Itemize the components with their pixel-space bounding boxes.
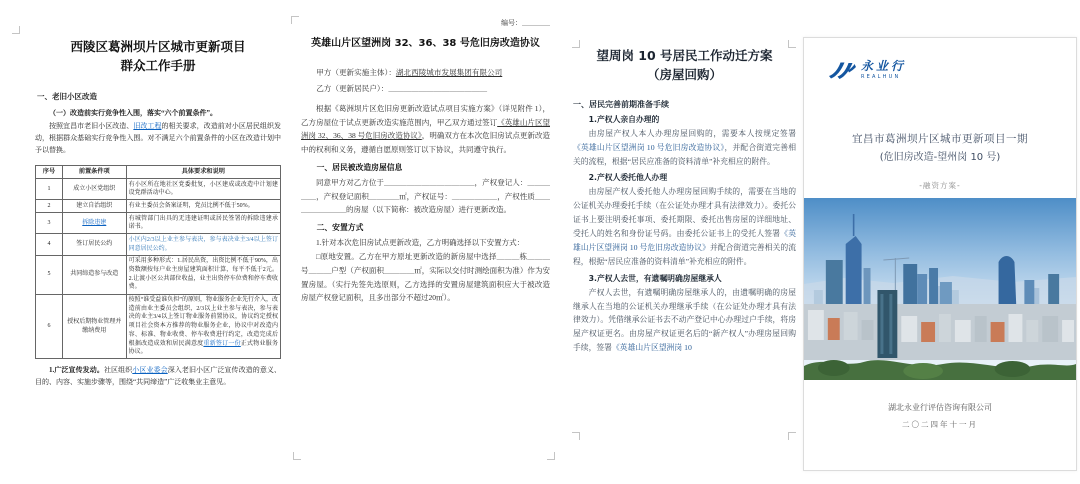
report-date: 二〇二四年十一月 <box>902 420 978 429</box>
page-financing-cover <box>803 37 1077 471</box>
table-row <box>36 200 281 213</box>
row-desc: 可采用多种形式：1.居民出资，出资比例不低于90%，出资数额按每户业主房屋建筑面积计算，每平不低于2元。2.让渡小区公共部位收益，业主出资停车位费和停车费收费。 <box>126 255 280 294</box>
precondition-table <box>35 165 281 359</box>
table-row <box>36 179 281 200</box>
hyperlink[interactable]: 拆除违建 <box>82 219 107 226</box>
text-run: 由房屋产权人委托他人办理房屋回购手续的，需要在当地的公证机关办理委托手续（在公证处办理才具有法律效力）。委托公证书上要注明委托事项、委托期限、委托出售房屋的详细地址、受托人的姓名和身份证号码。由委托公证书上的受托人签署 <box>573 187 796 239</box>
page-title-line2: 群众工作手册 <box>120 57 196 73</box>
bold-lead: 1.广泛宣传发动。 <box>49 366 104 375</box>
text-run: 正式物业服务协议。 <box>128 340 278 356</box>
section-heading: 一、老旧小区改造 <box>37 91 97 101</box>
text-run: 的相关要求，改造前对小区居民组织发动，根据群众基础实行竞争性入围。对不满足六个前置条件的小区在改造计划中予以替换。 <box>35 122 281 155</box>
page-margin-mark <box>293 452 301 460</box>
col-header-no: 序号 <box>36 166 63 179</box>
row-item <box>62 213 126 234</box>
table-row <box>36 234 281 255</box>
party-a-line <box>301 65 550 81</box>
company-name: 湖北永业行评估咨询有限公司 <box>888 403 992 412</box>
text-run: 按照“谁受益谁负担”的原则，物业服务企业先行介入，改造前由业主委员会组织，2/3以上业主参与表决，参与表决的业主3/4以上签订物业服务前置协议，协议约定授权项目社会资本方推荐的物业服务企业，协议中对改造内容、标准、物业收费、停车收费进行约定，改造完成后根据改造成效和居民满意度 <box>128 297 278 347</box>
page-margin-mark <box>291 16 299 24</box>
table-row <box>36 213 281 234</box>
subsection2-heading: 2.产权人委托他人办理 <box>588 173 668 183</box>
agreement-title-ref: 《英雄山片区望洲岗 10 号危旧房改造协议》 <box>573 229 797 252</box>
section1-heading: 一、居民被改造房屋信息 <box>316 163 403 173</box>
page-margin-mark <box>788 432 796 440</box>
page-relocation-plan <box>569 0 800 484</box>
row-no: 3 <box>36 213 63 234</box>
section1-body: 同意甲方对乙方位于＿＿＿＿＿＿＿＿＿＿＿＿，产权登记人：＿＿＿＿＿，产权登记面积＿＿＿＿㎡，产权证号：＿＿＿＿＿＿，产权性质＿＿＿＿＿＿＿＿的房屋（以下简称：被改造房屋）进行更新改造。 <box>301 177 550 215</box>
hyperlink[interactable]: 重新签订一份 <box>203 340 241 347</box>
section-heading: 一、居民完善前期准备手续 <box>573 99 669 109</box>
page-title: 英雄山片区望洲岗 32、36、38 号危旧房改造协议 <box>311 38 540 49</box>
table-row <box>36 255 281 294</box>
section2-heading: 二、安置方式 <box>316 223 364 233</box>
page-margin-mark <box>572 432 580 440</box>
row-item: 授权后期物业管理并缴纳费用 <box>62 294 126 359</box>
row-item: 签订居民公约 <box>62 234 126 255</box>
col-header-desc: 具体要求和说明 <box>126 166 280 179</box>
party-b-blank[interactable]: ＿＿＿＿＿＿＿＿＿＿＿＿＿ <box>388 84 488 94</box>
subsection2-body <box>573 185 796 268</box>
row-no: 2 <box>36 200 63 213</box>
row-item: 成立小区党组织 <box>62 179 126 200</box>
text-run: 深入老旧小区广泛宣传改造的意义、目的、内容、实施步骤等，围绕“共同缔造”广泛收集业主意见。 <box>35 366 281 387</box>
page-margin-mark <box>547 452 555 460</box>
col-header-item: 前置条件项 <box>62 166 126 179</box>
page-margin-mark <box>572 40 580 48</box>
doc-number-line <box>301 18 550 28</box>
yongyehang-logo-icon <box>828 60 856 80</box>
text-run: ，明确双方在本次危旧房试点更新改造中的权利和义务，遵循自愿原则签订以下协议，共同遵守执行。 <box>301 131 551 155</box>
text-run: 根据《葛洲坝片区危旧房更新改造试点项目实施方案》（详见附件 1），乙方房屋位于试点更新改造实施范围内，甲乙双方通过签订 <box>301 103 550 127</box>
row-item: 建立自治组织 <box>62 200 126 213</box>
row-desc: 有业主委员会备案证明，党员比例不低于50%。 <box>126 200 280 213</box>
row-no: 6 <box>36 294 63 359</box>
cover-title-line2: (危旧房改造-望州岗 10 号) <box>879 151 1001 163</box>
hyperlink[interactable]: 旧改工程 <box>133 122 162 131</box>
text-run: 按照宜昌市老旧小区改造、 <box>49 122 134 131</box>
text-run: 并配合街道完善相关的流程，根据“居民应准备的资料清单”补充相应的附件。 <box>573 242 796 266</box>
doc-number-blank[interactable]: ＿＿＿＿ <box>522 19 550 27</box>
logo-text-block <box>861 60 906 80</box>
party-a-label: 甲方（更新实施主体）： <box>316 68 396 77</box>
page-work-manual <box>35 0 281 484</box>
footer-paragraph <box>35 365 281 389</box>
text-run: 由房屋产权人本人办理房屋回购的，需要本人按规定签署 <box>588 128 796 138</box>
cover-title <box>804 130 1076 165</box>
page-margin-mark <box>788 40 796 48</box>
row-desc: 有城管部门出具的无违建证明或居民签署的拆除违建承诺书。 <box>126 213 280 234</box>
city-skyline-photo <box>804 198 1076 380</box>
text-run: 产权人去世，有遗嘱明确房屋继承人的，由遗嘱明确的房屋继承人在当地的公证机关办理继承手续（在公证处办理才具有法律效力）。凭借继承公证书去不动产登记中心办理过户手续，将房屋产权证更名。由房屋产权证更名后的“新产权人”办理房屋回购手续，签署 <box>573 287 796 353</box>
relocation-option-paragraph[interactable]: □原地安置。乙方在甲方原址更新改造的新房屋中选择＿＿＿栋＿＿＿号＿＿＿户型（产权面积＿＿＿＿㎡，实际以交付时测绘面积为准）作为安置房屋。（实行先签先选原则，乙方选择的安置房屋建筑面积应大于被改造房屋产权登记面积，且多出部分不超过20㎡）。 <box>301 251 550 303</box>
intro-paragraph <box>35 121 281 157</box>
subsection3-heading: 3.产权人去世，有遗嘱明确房屋继承人 <box>588 273 722 283</box>
party-b-line <box>301 81 550 97</box>
logo-subtext: REALHUN <box>861 74 901 81</box>
text-run: 社区组织 <box>103 366 133 375</box>
page-title-line2: （房屋回购） <box>646 67 722 83</box>
agreement-title-ref: 《英雄山片区望洲岗 10 <box>611 343 692 353</box>
text-run: ，并配合街道完善相关的流程，根据“居民应准备的资料清单”补充相应的附件。 <box>573 142 797 166</box>
cover-subtitle: -融资方案- <box>919 181 961 190</box>
agreement-title-ref: 《英雄山片区望洲岗 10 号危旧房改造协议》 <box>573 142 725 152</box>
section2-lead: 1.针对本次危旧房试点更新改造，乙方明确选择以下安置方式： <box>316 237 525 247</box>
table-header-row <box>36 166 281 179</box>
doc-number-label: 编号： <box>501 19 522 27</box>
subsection3-body <box>573 286 796 355</box>
subsection1-body <box>573 127 796 169</box>
lead-paragraph: （一）改造前实行竞争性入围，落实“六个前置条件”。 <box>49 108 217 117</box>
preamble-paragraph <box>301 102 550 158</box>
agreement-title-ref: 《英雄山片区望洲岗 32、36、38 号危旧房改造协议》 <box>301 117 550 141</box>
cover-title-line1: 宜昌市葛洲坝片区城市更新项目一期 <box>852 133 1028 145</box>
row-desc: 有小区所在地社区党委批复，小区建成或改造中计划建设党群活动中心。 <box>126 179 280 200</box>
row-no: 5 <box>36 255 63 294</box>
row-desc: 小区内2/3以上业主参与表决，参与表决业主3/4以上签订同意居民公约。 <box>126 234 280 255</box>
page-title <box>573 46 796 85</box>
hyperlink[interactable]: 小区业委会 <box>132 366 168 375</box>
party-b-label: 乙方（更新居民户）： <box>316 84 389 94</box>
logo-name: 永业行 <box>861 59 907 73</box>
page-title-line1: 西陵区葛洲坝片区城市更新项目 <box>70 39 246 54</box>
party-a-value: 湖北西陵城市发展集团有限公司 <box>395 68 503 77</box>
page-margin-mark <box>12 26 20 34</box>
subsection1-heading: 1.产权人亲自办理的 <box>588 114 660 124</box>
row-no: 1 <box>36 179 63 200</box>
row-no: 4 <box>36 234 63 255</box>
table-row <box>36 294 281 359</box>
company-logo <box>828 60 906 80</box>
row-desc <box>126 294 280 359</box>
page-title <box>35 38 281 76</box>
page-renovation-agreement <box>289 0 562 484</box>
page-title-line1: 望周岗 10 号居民工作动迁方案 <box>596 48 773 63</box>
row-item: 共同缔造参与改造 <box>62 255 126 294</box>
